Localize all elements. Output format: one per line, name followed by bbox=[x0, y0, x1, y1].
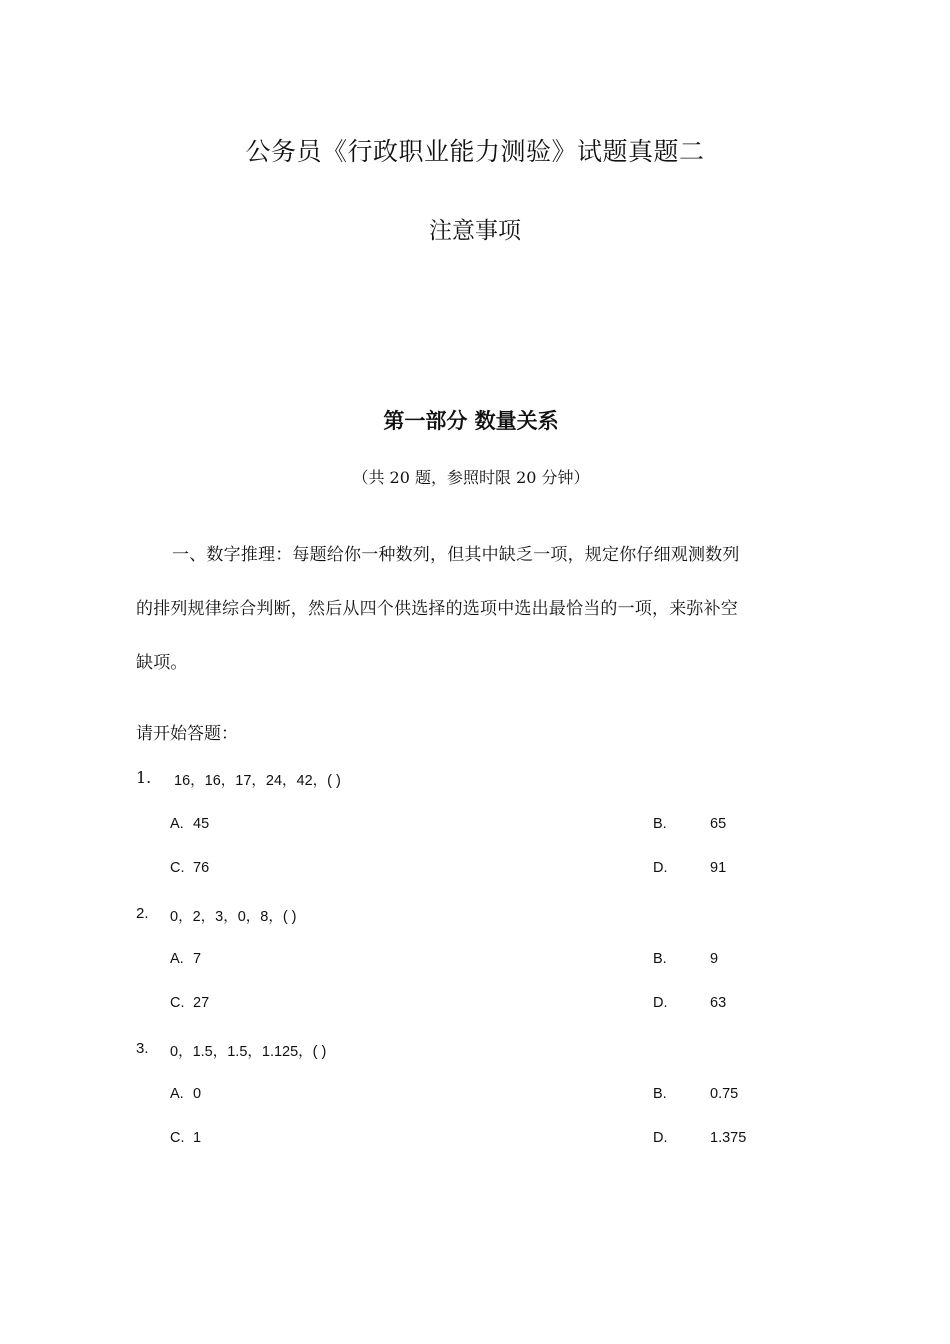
section-note: （共 20 题，参照时限 20 分钟） bbox=[352, 468, 590, 487]
question-number: 3. bbox=[136, 1040, 149, 1057]
option-b-value: 9 bbox=[710, 951, 719, 967]
option-b-value: 0.75 bbox=[710, 1086, 739, 1102]
option-b-letter: B. bbox=[653, 816, 667, 832]
instruction-line-3: 缺项。 bbox=[136, 653, 188, 673]
option-d-value: 63 bbox=[710, 995, 727, 1011]
section-title: 第一部分 数量关系 bbox=[383, 409, 559, 433]
option-c-value: 27 bbox=[193, 995, 210, 1011]
option-a-letter: A. bbox=[170, 1086, 184, 1102]
option-c-letter: C. bbox=[170, 860, 185, 876]
answer-prompt: 请开始答题： bbox=[136, 724, 238, 744]
option-d-value: 91 bbox=[710, 860, 727, 876]
option-c-value: 76 bbox=[193, 860, 210, 876]
instruction-line-2: 的排列规律综合判断，然后从四个供选择的选项中选出最恰当的一项，来弥补空 bbox=[136, 599, 738, 619]
question-text: 0，1.5，1.5，1.125，( ) bbox=[170, 1044, 327, 1060]
option-b-letter: B. bbox=[653, 951, 667, 967]
question-number: 1. bbox=[136, 768, 152, 787]
option-a-letter: A. bbox=[170, 951, 184, 967]
option-d-value: 1.375 bbox=[710, 1130, 747, 1146]
option-d-letter: D. bbox=[653, 1130, 668, 1146]
option-c-letter: C. bbox=[170, 995, 185, 1011]
document-subtitle: 注意事项 bbox=[429, 218, 521, 244]
instruction-line-1: 一、数字推理：每题给你一种数列，但其中缺乏一项，规定你仔细观测数列 bbox=[172, 545, 740, 565]
option-a-value: 7 bbox=[193, 951, 202, 967]
document-title: 公务员《行政职业能力测验》试题真题二 bbox=[245, 137, 705, 166]
option-d-letter: D. bbox=[653, 995, 668, 1011]
option-d-letter: D. bbox=[653, 860, 668, 876]
question-number: 2. bbox=[136, 905, 149, 922]
question-text: 16，16，17，24，42，( ) bbox=[174, 773, 341, 789]
option-c-value: 1 bbox=[193, 1130, 202, 1146]
option-a-value: 45 bbox=[193, 816, 210, 832]
option-c-letter: C. bbox=[170, 1130, 185, 1146]
option-b-value: 65 bbox=[710, 816, 727, 832]
option-a-value: 0 bbox=[193, 1086, 202, 1102]
question-text: 0，2，3，0，8，( ) bbox=[170, 909, 297, 925]
option-a-letter: A. bbox=[170, 816, 184, 832]
option-b-letter: B. bbox=[653, 1086, 667, 1102]
